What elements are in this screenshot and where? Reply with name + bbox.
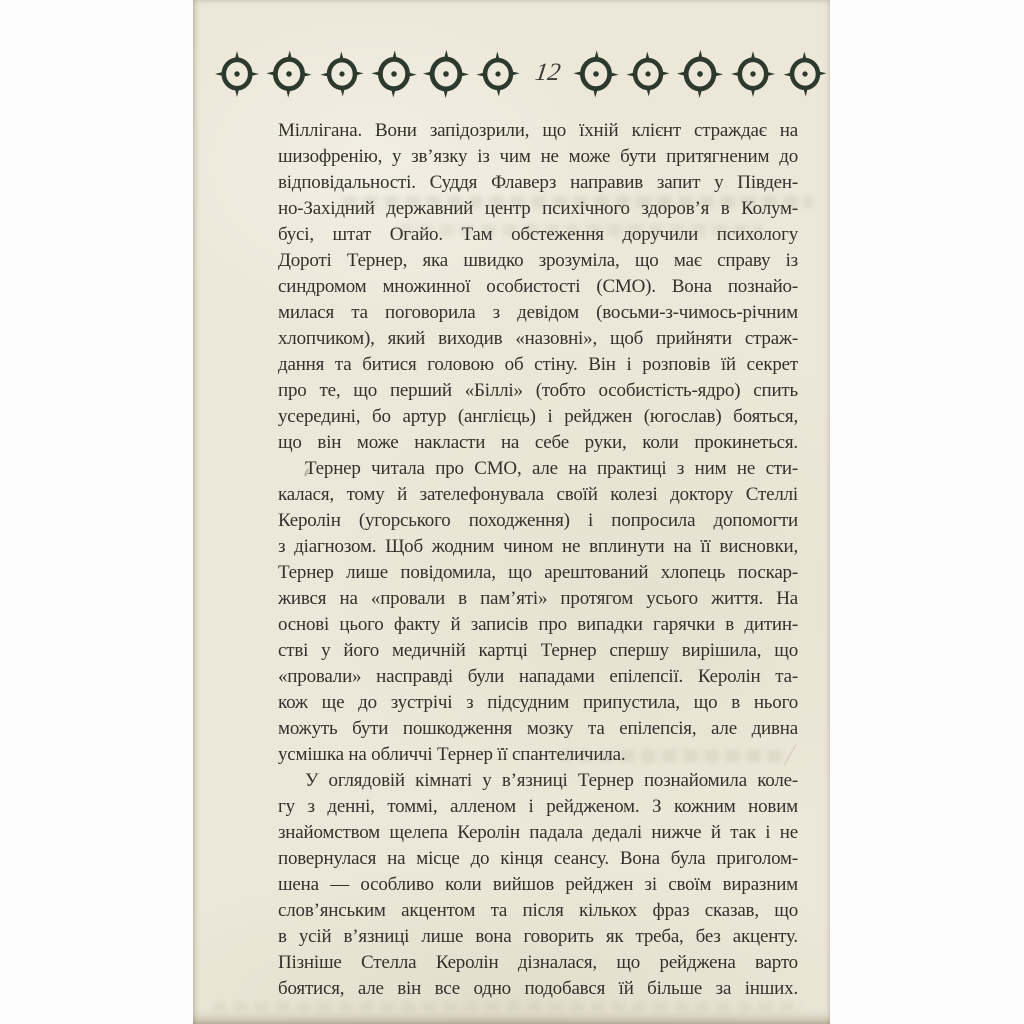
text-line: Керолін (угорського походження) і попросила допомогти (278, 510, 798, 531)
text-line: Тернер читала про СМО, але на практиці з ним не сти- (305, 458, 798, 479)
text-line: Пізніше Стелла Керолін дізналася, що рейджена варто (278, 952, 798, 973)
crosshair-target-icon (266, 50, 313, 99)
text-line: що він може накласти на себе руки, коли прокинеться. (278, 432, 798, 453)
text-line: про те, що перший «Біллі» (тобто особистість-ядро) спить (278, 380, 798, 401)
crosshair-target-icon (215, 51, 259, 97)
text-line: «провали» насправді були нападами епілепсії. Керолін та- (278, 666, 798, 687)
text-line: хлопчиком), який виходив «назовні», щоб прийняти страж- (278, 328, 798, 349)
text-line: усмішка на обличчі Тернер її спантеличила. (278, 744, 626, 765)
text-line: усередині, бо артур (англієць) і рейджен (югослав) бояться, (278, 406, 798, 427)
page-number: 12 (532, 58, 562, 86)
text-line: милася та поговорила з девідом (восьми-з-чимось-річним (278, 302, 798, 323)
text-line: відповідальності. Суддя Флаверз направив запит у Півден- (278, 172, 798, 193)
ornament-header (215, 48, 827, 100)
crosshair-target-icon (476, 51, 521, 98)
text-line: шена — особливо коли вийшов рейджен зі своїм виразним (278, 874, 798, 895)
text-line: жився на «провали в пам’яті» протягом усього життя. На (278, 588, 798, 609)
crosshair-target-icon (319, 51, 364, 98)
text-line: Міллігана. Вони запідозрили, що їхній клієнт страждає на (278, 120, 798, 141)
text-line: бусі, штат Огайо. Там обстеження доручили психологу (278, 224, 798, 245)
text-line: но-Західний державний центр психічного здоров’я в Колум- (278, 198, 798, 219)
crosshair-target-icon (423, 49, 470, 98)
text-line: знайомством щелепа Керолін падала дедалі нижче й так і не (278, 822, 798, 843)
crosshair-target-icon (731, 51, 775, 97)
text-line: з діагнозом. Щоб жодним чином не вплинути на її висновки, (278, 536, 798, 557)
book-page-scan (193, 0, 830, 1024)
crosshair-target-icon (783, 51, 828, 98)
text-line: Дороті Тернер, яка швидко зрозуміла, що має справу із (278, 250, 798, 271)
crosshair-target-icon (677, 49, 724, 98)
text-line: дання та битися головою об стіну. Він і розповів їй секрет (278, 354, 798, 375)
crosshair-target-icon (572, 50, 619, 99)
text-line: стві у його медичній картці Тернер спершу вирішила, що (278, 640, 798, 661)
text-line: гу з денні, томмі, алленом і рейдженом. З кожним новим (278, 796, 798, 817)
text-line: слов’янським акцентом та після кількох фраз сказав, що (278, 900, 798, 921)
text-line: калася, тому й зателефонувала своїй колезі доктору Стеллі (278, 484, 798, 505)
text-line: боятися, але він все одно подобався їй більше за інших. (278, 978, 798, 999)
text-line: в усій в’язниці лише вона говорить як треба, без акценту. (278, 926, 798, 947)
text-block (278, 118, 798, 1002)
text-line: Тернер лише повідомила, що арештований хлопець поскар- (278, 562, 798, 583)
crosshair-target-icon (626, 51, 671, 98)
text-line: можуть бути пошкодження мозку та епілепсія, але дивна (278, 718, 798, 739)
text-line: основі цього факту й записів про випадки гарячки в дитин- (278, 614, 798, 635)
text-line: кож ще до зустрічі з підсудним припустила, що в нього (278, 692, 798, 713)
crosshair-target-icon (370, 50, 417, 99)
text-line: шизофренію, у зв’язку із чим не може бути притягненим до (278, 146, 798, 167)
bleed-through-mark (213, 1002, 803, 1011)
text-line: синдромом множинної особистості (СМО). Вона познайо- (278, 276, 798, 297)
text-line: У оглядовій кімнаті у в’язниці Тернер познайомила коле- (305, 770, 798, 791)
text-line: повернулася на місце до кінця сеансу. Вона була приголом- (278, 848, 798, 869)
